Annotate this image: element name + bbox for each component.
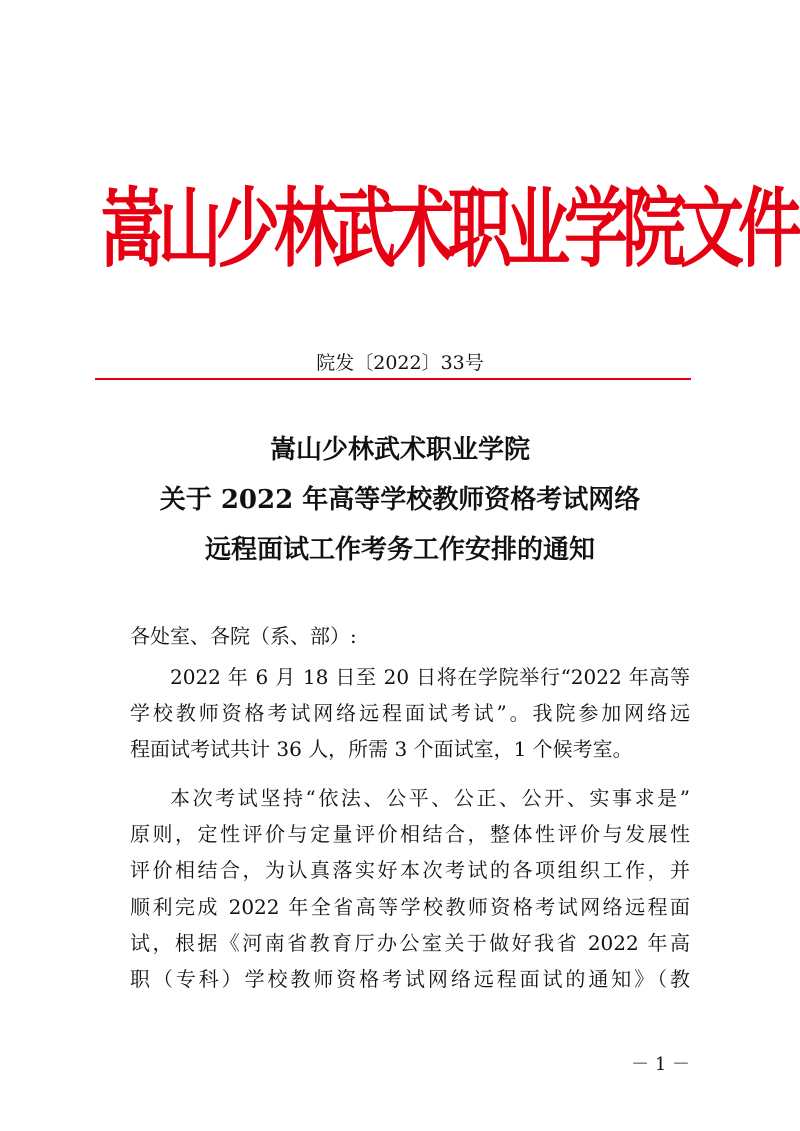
paragraph-line: 试，根据《河南省教育厅办公室关于做好我省 2022 年高 (130, 930, 690, 955)
paragraph-line: 职（专科）学校教师资格考试网络远程面试的通知》（教 (130, 967, 690, 992)
paragraph-line: 本次考试坚持“依法、公平、公正、公开、实事求是” (170, 786, 690, 810)
title-line: 嵩山少林武术职业学院 (269, 435, 530, 465)
paragraph-line: 学校教师资格考试网络远程面试考试”。我院参加网络远 (130, 701, 690, 726)
page-number: － 1 － (631, 1054, 690, 1075)
paragraph-line: 原则，定性评价与定量评价相结合，整体性评价与发展性 (130, 822, 690, 847)
red-divider-line (95, 378, 691, 380)
paragraph-line: 2022 年 6 月 18 日至 20 日将在学院举行“2022 年高等 (170, 665, 690, 689)
paragraph-2 (130, 780, 690, 997)
document-title (100, 425, 700, 575)
masthead-text: 嵩山少林武术职业学院文件 (100, 178, 796, 280)
paragraph-line: 评价相结合，为认真落实好本次考试的各项组织工作，并 (130, 858, 690, 883)
paragraph-1 (130, 659, 690, 768)
paragraph-line: 顺利完成 2022 年全省高等学校教师资格考试网络远程面 (130, 894, 690, 919)
document-number: 院发〔2022〕33号 (316, 352, 484, 374)
paragraph-line: 程面试考试共计 36 人，所需 3 个面试室，1 个候考室。 (130, 737, 633, 762)
title-line: 关于 2022 年高等学校教师资格考试网络 (159, 485, 641, 515)
title-line: 远程面试工作考务工作安排的通知 (204, 535, 595, 565)
document-masthead (100, 170, 796, 290)
salutation: 各处室、各院（系、部）: (130, 624, 357, 648)
